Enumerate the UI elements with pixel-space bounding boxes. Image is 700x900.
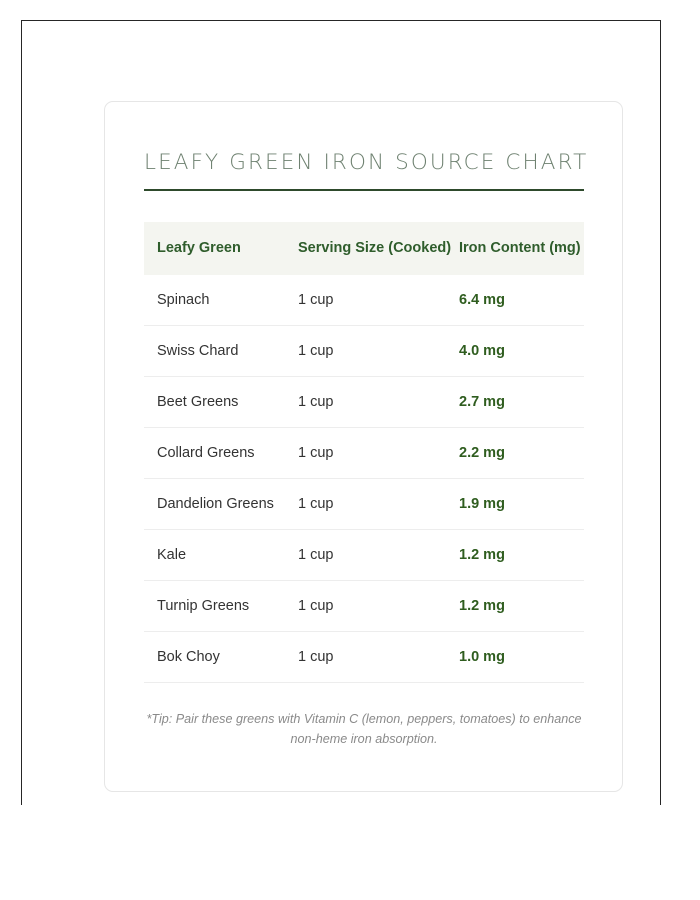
iron-source-table (144, 222, 584, 683)
vitamin-c-tip-footnote: *Tip: Pair these greens with Vitamin C (lemon, peppers, tomatoes) to enhance non-heme iron absorption. (146, 711, 582, 746)
cell-serving-size: 1 cup (296, 427, 457, 478)
cell-leafy-green: Dandelion Greens (144, 478, 296, 529)
table-row (144, 325, 584, 376)
column-header-leafy-green: Leafy Green (144, 222, 296, 275)
cell-iron-content: 1.9 mg (457, 478, 584, 529)
cell-serving-size: 1 cup (296, 275, 457, 326)
cell-iron-content: 2.2 mg (457, 427, 584, 478)
table-row (144, 275, 584, 326)
cell-iron-content: 1.0 mg (457, 631, 584, 682)
column-header-serving-size: Serving Size (Cooked) (296, 222, 457, 275)
cell-leafy-green: Kale (144, 529, 296, 580)
title-underline-divider (144, 189, 584, 191)
table-body (144, 275, 584, 683)
cell-serving-size: 1 cup (296, 529, 457, 580)
cell-leafy-green: Swiss Chard (144, 325, 296, 376)
page-title: LEAFY GREEN IRON SOURCE CHART (144, 150, 589, 175)
cell-leafy-green: Beet Greens (144, 376, 296, 427)
table-row (144, 478, 584, 529)
column-header-iron-content: Iron Content (mg) (457, 222, 584, 275)
card-content (144, 102, 589, 762)
cell-leafy-green: Spinach (144, 275, 296, 326)
iron-chart-card (104, 101, 623, 792)
cell-leafy-green: Collard Greens (144, 427, 296, 478)
table-header (144, 222, 584, 275)
cell-iron-content: 2.7 mg (457, 376, 584, 427)
table-row (144, 580, 584, 631)
cell-serving-size: 1 cup (296, 376, 457, 427)
page-frame (21, 20, 661, 805)
cell-serving-size: 1 cup (296, 580, 457, 631)
cell-iron-content: 1.2 mg (457, 580, 584, 631)
table-row (144, 631, 584, 682)
cell-serving-size: 1 cup (296, 631, 457, 682)
cell-leafy-green: Bok Choy (144, 631, 296, 682)
table-row (144, 529, 584, 580)
cell-leafy-green: Turnip Greens (144, 580, 296, 631)
cell-iron-content: 4.0 mg (457, 325, 584, 376)
cell-iron-content: 1.2 mg (457, 529, 584, 580)
cell-serving-size: 1 cup (296, 325, 457, 376)
table-row (144, 427, 584, 478)
cell-iron-content: 6.4 mg (457, 275, 584, 326)
table-row (144, 376, 584, 427)
table-header-row (144, 222, 584, 275)
cell-serving-size: 1 cup (296, 478, 457, 529)
